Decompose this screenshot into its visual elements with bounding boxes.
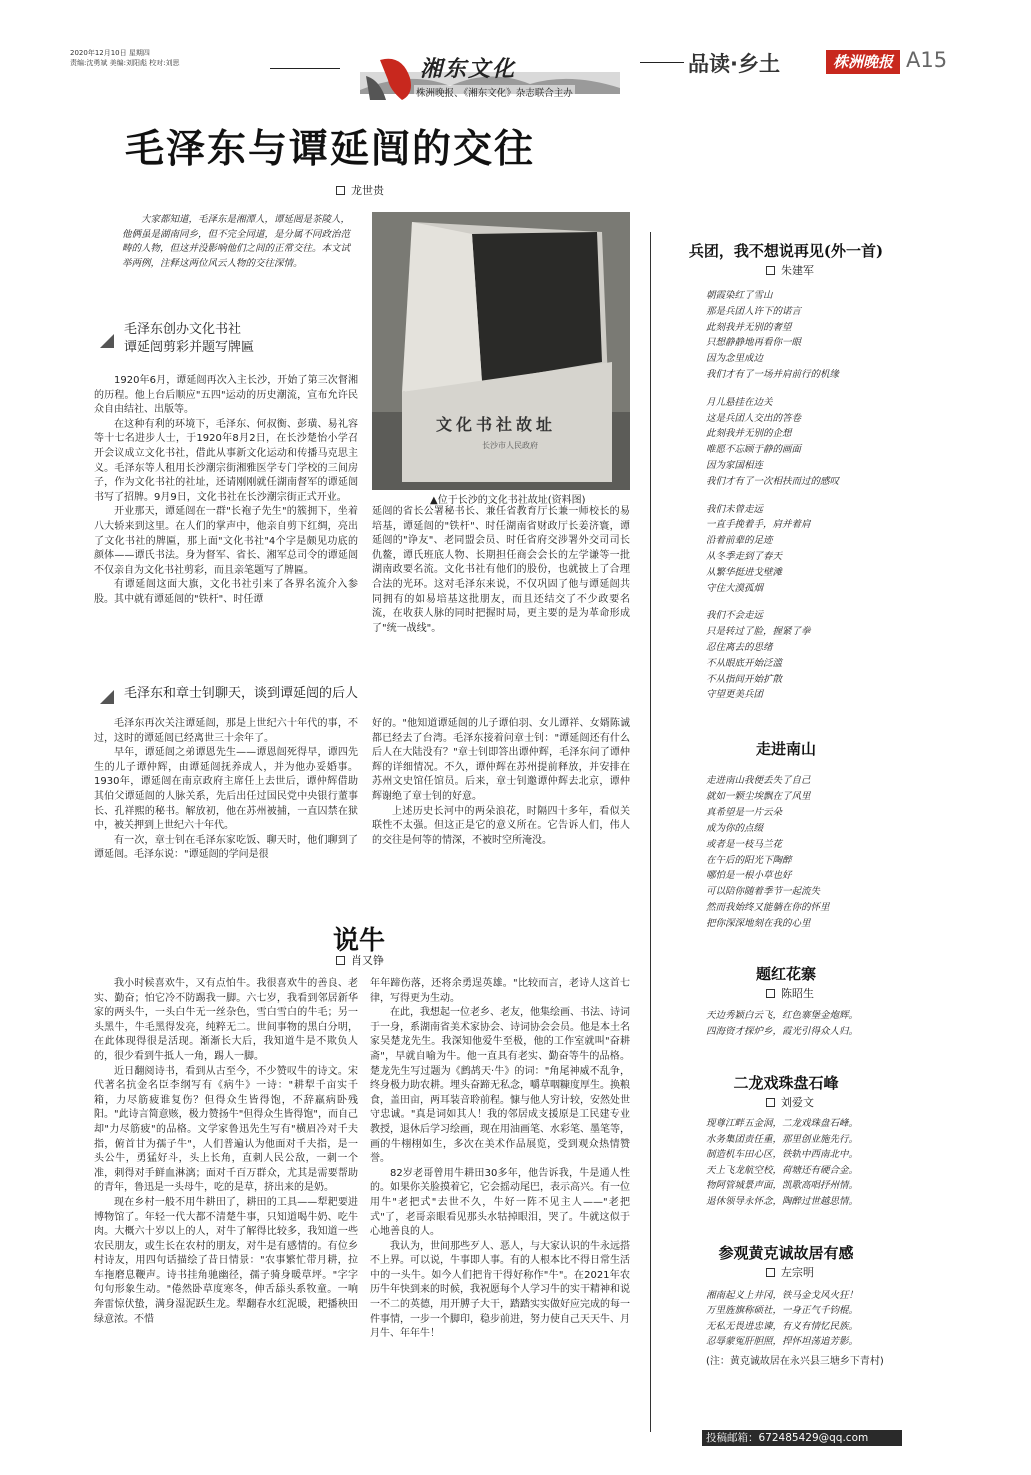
article-photo: [372, 212, 630, 490]
poem-line: 一直手挽着手，肩并着肩: [706, 519, 811, 531]
poem5-body: [706, 1288, 926, 1350]
poem-line: 物阿管城景声面，凯歌高唱抒州情。: [706, 1180, 859, 1192]
author-name: 朱建军: [781, 264, 814, 277]
poem-line: 因为家国相连: [706, 459, 764, 471]
poem-line: 不从指间开始扩散: [706, 673, 783, 685]
poem-line: 唯愿不忘顾于静的画面: [706, 444, 802, 456]
poem-line: 现尊江畔五金洞，二龙戏珠盘石峰。: [706, 1118, 859, 1129]
poem-line: 守望更美兵团: [706, 689, 764, 701]
paper-logo: 株洲晚报: [826, 50, 900, 74]
poem-line: 忍住离去的思绪: [706, 641, 773, 653]
submission-email[interactable]: 投稿邮箱：672485429@qq.com: [702, 1430, 902, 1446]
poem4-title: 二龙戏珠盘石峰: [733, 1074, 839, 1092]
article2-col1: [94, 977, 358, 1327]
paragraph: 有一次，章士钊在毛泽东家吃饭、聊天时，他们聊到了谭延闿。毛泽东说："谭延闿的学问是很: [94, 834, 358, 861]
poem-line: 可以陪你随着季节一起流失: [706, 886, 821, 898]
photo-caption: ▲位于长沙的文化书社故址(资料图): [430, 495, 586, 506]
poem-line: 因为念里成边: [706, 353, 764, 365]
author-name: 龙世贵: [351, 184, 384, 197]
poem-line: 从冬季走到了春天: [706, 550, 783, 562]
poem-line: 那是兵团人许下的诺言: [706, 305, 802, 317]
column-logo-text: 湘东文化: [420, 56, 517, 82]
author-name: 陈昭生: [781, 987, 814, 1000]
paragraph: 现在乡村一般不用牛耕田了，耕田的工具——犁耙要进博物馆了。年轻一代大都不清楚牛事，只知道喝牛奶、吃牛肉。大概六十岁以上的人，对牛了解得比较多，我知道一些农民朋友，或生长在农村的朋友，对牛是有感情的。有位乡村诗友，用四句话描绘了昔日情景："农事繁忙带月耕，拉车拖磨息鞭声。诗书挂角驰幽径，孺子骑身暖草坪。"字字句句形象生动。"倦然卧草度寒冬，伸舌舔头系牧童。一响奔雷惊伏蛰，满身湿泥跃生龙。犁翻春水红泥暖，耙播秧田绿意浓。不惜: [94, 1196, 358, 1325]
poem-line: 此刻我并无别的企想: [706, 428, 792, 440]
poem-line: 四海资才探炉乡，霞光引得众人归。: [706, 1025, 859, 1037]
header-rule-left: [270, 68, 340, 69]
poem-line: 万里旌旗称硕社，一身正气千钧棍。: [706, 1305, 859, 1317]
poem5-note: (注：黄克诚故居在永兴县三塘乡下青村): [706, 1356, 884, 1367]
column-divider: [650, 232, 651, 1432]
section-title: 品读·乡土: [688, 52, 780, 76]
poem-line: 从繁华挺进戈壁滩: [706, 566, 783, 578]
paragraph: 上述历史长河中的两朵浪花，时隔四十多年，看似关联性不太强。但这正是它的意义所在。它告诉人们，伟人的交往是何等的情深，不被时空所淹没。: [372, 805, 630, 846]
poem-line: 天边秀颖白云飞，红色寨堡金炮辉。: [706, 1010, 859, 1021]
editor-credits: 责编:沈勇斌 美编:刘阳彪 校对:刘思: [70, 59, 180, 67]
article-section1-col2: 延闿的省长公署秘书长、兼任省教育厅长兼一师校长的易培基，谭延闿的"铁杆"、时任湖南省财政厅长姜济寰，谭延闿的"诤友"、老同盟会员、时任省府交涉署外交司司长仇鳌，谭氏班底人物、长期担任商会会长的左学谦等一批湖南政要名流。文化书社有他们的股份，也就披上了合理合法的光环。这对毛泽东来说，不仅巩固了他与谭延闿共同拥有的如易培基这批朋友，而且还结交了不少政要名流，在收获人脉的同时把握时局，更主要的是为革命形成了"统一战线"。: [372, 506, 630, 634]
poem-line: 天上飞龙航空校，荷塘还有硬合金。: [706, 1164, 859, 1176]
poem-line: 只想静静地再看你一眼: [706, 337, 802, 349]
poem2-title: 走进南山: [755, 740, 816, 758]
paragraph: 年年蹄伤落，还将余勇逞英雄。"比较而言，老诗人这首七律，写得更为生动。: [370, 978, 630, 1004]
poem-line: 我们才有了一次相扶而过的感叹: [706, 475, 840, 487]
column-logo: [340, 50, 640, 104]
subhead-marker-icon: [100, 334, 114, 348]
poem-line: 湘南起义上井冈，铁马金戈风火狂！: [706, 1290, 859, 1301]
poem-line: 朝霞染红了雪山: [706, 290, 773, 301]
poem1-body: [706, 288, 926, 703]
author-name: 左宗明: [781, 1266, 814, 1279]
poem3-body: [706, 1008, 926, 1040]
poem-line: 成为你的点缀: [706, 822, 764, 834]
article-byline: [336, 182, 384, 198]
paragraph: 有谭延闿这面大旗，文化书社引来了各界名流介入参股。其中就有谭延闿的"铁杆"、时任谭: [94, 579, 358, 605]
poem2-body: [706, 773, 926, 932]
square-icon: [336, 186, 345, 195]
poem-line: 这是兵团人交出的答卷: [706, 412, 802, 424]
page-number: A15: [906, 48, 948, 72]
paragraph: 在这种有利的环境下，毛泽东、何叔衡、彭璜、易礼容等十七名进步人士，于1920年8月2日，在长沙楚怡小学召开会议成立文化书社，借此从事新文化运动和传播马克思主义。毛泽东等人租用长沙潮宗街湘雅医学专门学校的三间房子，作为文化书社的社址，还请刚刚就任湖南督军的谭延闿书写了招牌。9月9日，文化书社在长沙潮宗街正式开业。: [94, 418, 358, 503]
paragraph: 好的。"他知道谭延闿的儿子谭伯羽、女儿谭祥、女婿陈诚都已经去了台湾。毛泽东接着问章士钊："谭延闿还有什么后人在大陆没有？"章士钊即答出谭仲辉，毛泽东问了谭仲辉的详细情况。不久，谭仲辉在苏州提前释放，并安排在苏州文史馆任馆员。后来，章士钊邀谭仲辉去北京，谭仲辉谢绝了章士钊的好意。: [372, 718, 630, 802]
poem-line: 制造机车田心区，铁轨中西南北中。: [706, 1149, 859, 1161]
subhead-2: 毛泽东和章士钊聊天，谈到谭延闿的后人: [124, 686, 359, 701]
poem-line: 忍辱蒙冤肝胆照，捍怀坦荡追芳影。: [706, 1336, 859, 1348]
square-icon: [766, 989, 775, 998]
column-subtitle: 株洲晚报、《湘东文化》杂志联合主办: [414, 85, 575, 99]
paragraph: 82岁老哥曾用牛耕田30多年，他告诉我，牛是通人性的。如果你关脸摸着它，它会摇动尾巴，表示高兴。有一位用牛"老把式"去世不久，牛好一阵不见主人——"老把式"了，老哥亲眼看见那头水牯掉眼泪，哭了。牛就这似于心地善良的人。: [370, 1167, 630, 1238]
poem-line: 月儿悬挂在边关: [706, 396, 773, 408]
poem-line: 或者是一枝马兰花: [706, 838, 783, 850]
paragraph: 开业那天，谭延闿在一群"长袍子先生"的簇拥下，坐着八大轿来到这里。在人们的掌声中，他亲自剪下红绸，亮出了文化书社的牌匾，那上面"文化书社"4个字是颇见功底的颜体——谭氏书法。身为督军、省长、湘军总司令的谭延闿不仅亲自为文化书社剪彩，而且亲笔题写了牌匾。: [94, 506, 358, 576]
author-name: 刘爱文: [781, 1096, 814, 1109]
poem5-byline: [766, 1264, 814, 1280]
poem-line: 我们才有了一场并肩前行的机缘: [706, 368, 840, 380]
paragraph: 我小时候喜欢牛，又有点怕牛。我很喜欢牛的善良、老实、勤奋；怕它冷不防踢我一脚。六七岁，我看到邻居新华家的两头牛，一头白牛无一丝杂色，雪白雪白的牛毛；另一头黑牛，牛毛黑得发亮，纯粹无二。世间事物的黑白分明，在此体现得很是活现。渐渐长大后，我知道牛是不欺负人的，很少看到牛抵人一角，踢人一脚。: [94, 978, 358, 1062]
poem-line: 守住大漠孤烟: [706, 582, 764, 594]
paragraph: 早年，谭延闿之弟谭恩先生——谭恩闿死得早，谭四先生的儿子谭仲辉，由谭延闿抚养成人，并为他办妥婚事。1930年，谭延闿在南京政府主席任上去世后，谭仲辉借助其伯父谭延闿的人脉关系，先后出任过国民党中央银行董事长、孔祥熙的秘书。解放初，他在苏州被捕，一直囚禁在狱中，被关押到上世纪六十年代。: [94, 747, 358, 832]
paragraph: 毛泽东再次关注谭延闿，那是上世纪六十年代的事，不过，这时的谭延闿已经离世三十余年了。: [94, 718, 358, 744]
author-name: 肖又铮: [351, 954, 384, 967]
poem-line: 无私无畏进忠谏，有义有情忆民族。: [706, 1320, 859, 1332]
square-icon: [336, 956, 345, 965]
poem1-title: 兵团，我不想说再见(外一首): [688, 242, 884, 260]
article-section1-col1: [94, 374, 358, 608]
poem-line: 就如一颗尘埃飘在了风里: [706, 790, 811, 802]
poem4-byline: [766, 1094, 814, 1110]
poem-line: 真希望是一片云朵: [706, 806, 783, 818]
poem-line: 只是转过了脸，握紧了拳: [706, 626, 811, 638]
issue-date: 2020年12月10日 星期四: [70, 49, 150, 57]
paragraph: 在此，我想起一位老乡、老友，他集绘画、书法、诗词于一身，系湖南省美术家协会、诗词协会会员。他是本土名家吴楚龙先生。我深知他爱牛至极，他的工作室就叫"奋耕斋"，早就自喻为牛。他一直具有老实、勤奋等牛的品格。楚龙先生写过题为《鹧鸪天·牛》的词："角尾神威不乱争，终身极力助农耕。埋头奋蹄无私念，嚼草咽糠度厚生。换粮食，盖田亩，两耳装音聆前程。慷与他人穷计较，安然处世守忠诚。"真是词如其人！我的邻居成支援原是工民建专业教授，退休后学习绘画，现在用油画笔、水彩笔、墨笔等，画的牛栩栩如生，多次在美术作品展览，受到观众热情赞誉。: [370, 1007, 630, 1165]
poem-line: 退休领导永怀念，陶醉过世越思情。: [706, 1195, 859, 1207]
poem3-title: 题红花寨: [755, 965, 816, 983]
poem-line: 水务集团责任重，那里创业施先行。: [706, 1133, 859, 1145]
subhead-1-line2: 谭延闿剪彩并题写牌匾: [124, 340, 255, 355]
poem5-title: 参观黄克诚故居有感: [718, 1244, 854, 1262]
plaque-subtext: 长沙市人民政府: [482, 441, 538, 450]
article2-col2: [370, 977, 630, 1342]
poem1-byline: [766, 262, 814, 278]
header-rule-right: [640, 62, 684, 63]
article-section2-col2: [372, 717, 630, 848]
poem-line: 然而我始终又能躺在你的怀里: [706, 902, 830, 914]
poem4-body: [706, 1116, 926, 1210]
poem3-byline: [766, 985, 814, 1001]
square-icon: [766, 1268, 775, 1277]
poem-line: 沿着前辈的足迹: [706, 535, 773, 547]
article2-byline: [336, 952, 384, 968]
subhead-marker-icon: [100, 690, 114, 704]
subhead-1-line1: 毛泽东创办文化书社: [124, 322, 242, 337]
poem-line: 不从眼底开始泛滥: [706, 657, 783, 669]
article2-title: 说牛: [333, 926, 386, 956]
article-title: 毛泽东与谭延闿的交往: [125, 127, 536, 172]
poem-line: 把你深深地刻在我的心里: [706, 918, 811, 930]
poem-line: 在午后的阳光下陶醉: [706, 854, 792, 866]
article-section2-col1: [94, 717, 358, 863]
poem-line: 我们不会走远: [706, 610, 764, 622]
subhead-1: [124, 321, 254, 357]
plaque-text: 文化书社故址: [436, 415, 557, 434]
paragraph: 1920年6月，谭延闿再次入主长沙，开始了第三次督湘的历程。他上台后顺应"五四"运动的历史潮流，宣布允许民众自由结社、出版等。: [94, 375, 358, 416]
paragraph: 近日翻阅诗书，看到从古至今，不少赞叹牛的诗文。宋代著名抗金名臣李纲写有《病牛》一诗："耕犁千亩实千箱，力尽筋疲谁复伤？但得众生皆得饱，不辞羸病卧残阳。"此诗言简意赅，极力赞扬牛"但得众生皆得饱"，而自己却"力尽筋疲"的品格。文学家鲁迅先生写有"横眉冷对千夫指，俯首甘为孺子牛"，人们普遍认为他面对千夫指，是一头公牛，勇猛好斗，头上长角，直刺人民公敌，一刺一个准，刺得对手鲜血淋漓；面对千百万群众，尤其是需要帮助的青年，鲁迅是一头母牛，吃的是草，挤出来的是奶。: [94, 1065, 358, 1194]
poem-line: 此刻我并无别的奢望: [706, 321, 792, 333]
article-intro: 大家都知道，毛泽东是湘潭人，谭延闿是茶陵人，他俩虽是湖南同乡，但不完全同道，是分属不同政治范畴的人物，但这并没影响他们之间的正常交往。本文试举两例，注释这两位风云人物的交往深情。: [122, 214, 351, 269]
square-icon: [766, 1098, 775, 1107]
paragraph: 我认为，世间那些歹人、恶人，与大家认识的牛永远搭不上界。可以说，牛事即人事。有的人根本比不得日常生活中的一头牛。如今人们把肯干得好称作"牛"。在2021年农历牛年快到来的时候，我祝愿每个人学习牛的实干精神和说一不二的英德，用开膊子大干，踏踏实实做好应完成的每一件事情，一步一个脚印，稳步前进，努力使自己天天牛、月月牛、年年牛！: [370, 1240, 630, 1340]
square-icon: [766, 266, 775, 275]
poem-line: 走进南山我便丢失了自己: [706, 775, 811, 786]
poem-line: 我们未曾走远: [706, 503, 764, 515]
poem-line: 哪怕是一根小草也好: [706, 870, 792, 882]
